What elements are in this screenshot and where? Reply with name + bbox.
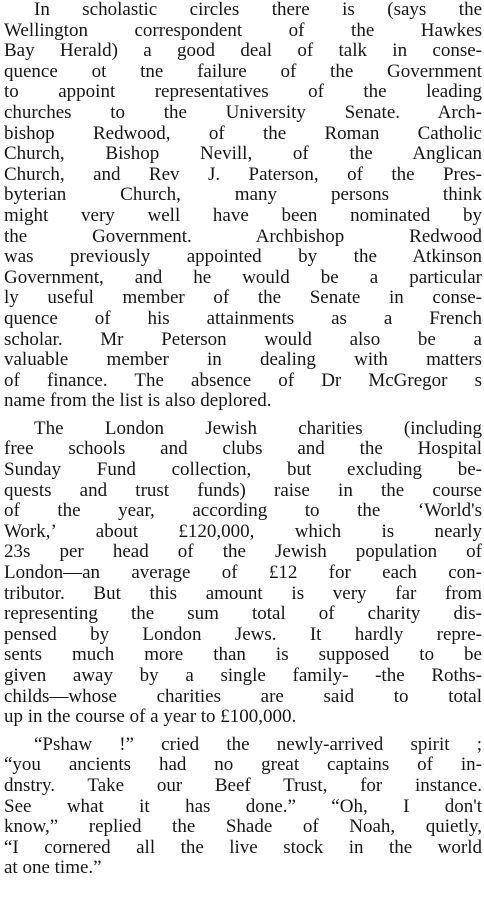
- text-line: “Pshaw !” cried the newly-arrived spirit ;: [34, 734, 482, 755]
- text-line: quence ot tne failure of the Government: [4, 61, 482, 82]
- text-line: Bay Herald) a good deal of talk in conse-: [4, 41, 482, 62]
- text-line: Sunday Fund collection, but excluding be-: [4, 460, 482, 481]
- text-line: pensed by London Jews. It hardly repre-: [4, 624, 482, 645]
- text-line: Work,’ about £120,000, which is nearly: [4, 521, 482, 542]
- text-line: of the year, according to the ‘World's: [4, 501, 482, 522]
- text-line: churches to the University Senate. Arch-: [4, 102, 482, 123]
- text-line: In scholastic circles there is (says the: [34, 0, 482, 20]
- text-line: See what it has done.” “Oh, I don't: [4, 796, 482, 817]
- text-line: dnstry. Take our Beef Trust, for instance.: [4, 775, 482, 796]
- paragraph-university-senate: [4, 0, 482, 412]
- text-line: might very well have been nominated by: [4, 205, 482, 226]
- text-line: “you ancients had no great captains of in-: [4, 755, 482, 776]
- text-line: know,” replied the Shade of Noah, quietly,: [4, 817, 482, 838]
- text-line: Church, Bishop Nevill, of the Anglican: [4, 144, 482, 165]
- text-line: Church, and Rev J. Paterson, of the Pres-: [4, 164, 482, 185]
- text-line: childs—whose charities are said to total: [4, 686, 482, 707]
- text-line: free schools and clubs and the Hospital: [4, 439, 482, 460]
- text-line: ly useful member of the Senate in conse-: [4, 288, 482, 309]
- text-line: “I cornered all the live stock in the world: [4, 837, 482, 858]
- text-line: quence of his attainments as a French: [4, 308, 482, 329]
- text-line: London—an average of £12 for each con-: [4, 563, 482, 584]
- text-line: Government, and he would be a particular: [4, 267, 482, 288]
- text-line: The London Jewish charities (including: [34, 418, 482, 439]
- text-line: representing the sum total of charity dis-: [4, 604, 482, 625]
- text-line: Wellington correspondent of the Hawkes: [4, 20, 482, 41]
- text-line: up in the course of a year to £100,000.: [4, 707, 297, 728]
- text-line: byterian Church, many persons think: [4, 185, 482, 206]
- text-line: the Government. Archbishop Redwood: [4, 226, 482, 247]
- text-line: scholar. Mr Peterson would also be a: [4, 329, 482, 350]
- text-line: was previously appointed by the Atkinson: [4, 247, 482, 268]
- text-line: 23s per head of the Jewish population of: [4, 542, 482, 563]
- text-line: tributor. But this amount is very far from: [4, 583, 482, 604]
- text-line: sents much more than is supposed to be: [4, 645, 482, 666]
- text-line: of finance. The absence of Dr McGregor s: [4, 370, 482, 391]
- text-line: name from the list is also deplored.: [4, 391, 272, 412]
- text-line: bishop Redwood, of the Roman Catholic: [4, 123, 482, 144]
- text-line: valuable member in dealing with matters: [4, 350, 482, 371]
- paragraph-noah-anecdote: [4, 735, 482, 879]
- paragraph-jewish-charities: [4, 419, 482, 728]
- text-line: to appoint representatives of the leading: [4, 82, 482, 103]
- text-line: at one time.”: [4, 858, 102, 879]
- text-line: given away by a single family- -the Roths-: [4, 666, 482, 686]
- text-line: quests and trust funds) raise in the course: [4, 480, 482, 501]
